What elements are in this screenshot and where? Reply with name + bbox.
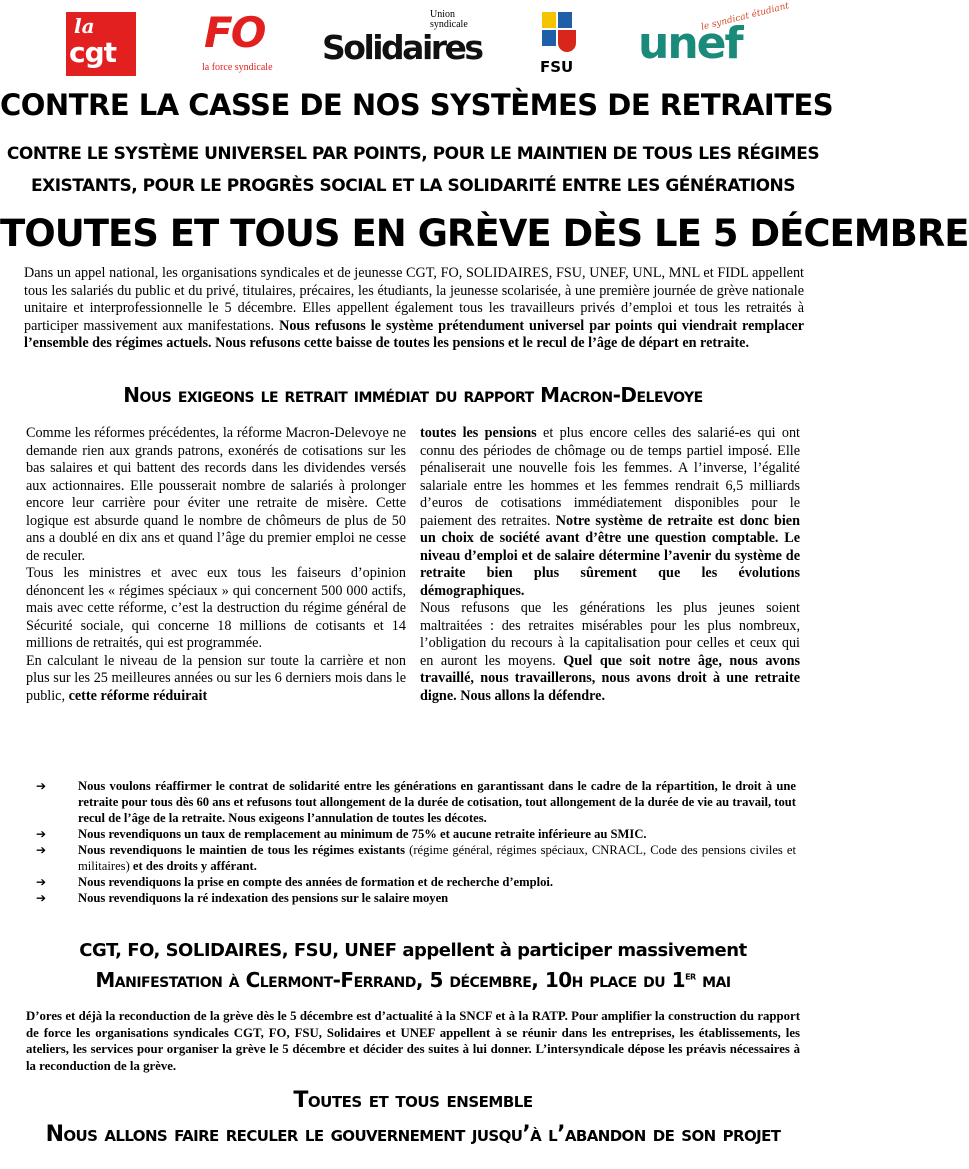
demand-5: Nous revendiquons la ré indexation des pensions sur le salaire moyen bbox=[78, 891, 449, 905]
demonstration-info bbox=[0, 968, 826, 992]
fsu-logo-red-block bbox=[558, 30, 576, 52]
fsu-logo-yellow-block bbox=[542, 12, 556, 28]
closing-line-1: Toutes et tous ensemble bbox=[293, 1088, 533, 1113]
intro-paragraph bbox=[24, 265, 804, 353]
unef-logo-name: unef bbox=[638, 18, 742, 69]
demonstration-sup: er bbox=[685, 969, 696, 983]
right-column bbox=[420, 425, 800, 705]
demands-list bbox=[36, 778, 796, 906]
unef-logo-tagline: le syndicat étudiant bbox=[700, 1, 791, 33]
demonstration-end: mai bbox=[702, 968, 731, 992]
intro-bold-text: Nous refusons le système prétendument universel par points qui viendrait remplacer l’ensemble des régimes actuels. Nous refusons cette baisse de toutes les pensions et le recul de l’âge de départ en retraite. bbox=[24, 317, 805, 351]
right-paragraph-2-bold: Quel que soit notre âge, nous avons travaillé, nous travaillerons, nous avons droit à une retraite digne. Nous allons la défendre. bbox=[420, 652, 801, 704]
fo-logo-tagline: la force syndicale bbox=[202, 62, 273, 73]
left-paragraph-3 bbox=[26, 653, 406, 706]
right-paragraph-1-bold-end: Notre système de retraite est donc bien un choix de société avant d’être une question comptable. Le niveau d’emploi et de salaire détermine l’avenir du système de retraite bien plus sûrement que les évolutions démographiques. bbox=[420, 512, 800, 599]
cgt-logo-la: la bbox=[74, 14, 95, 38]
demand-3-detail: (régime général, régimes spéciaux, CNRACL, Code des pensions civiles et militaires) bbox=[78, 843, 796, 873]
left-paragraph-3-bold: cette réforme réduirait bbox=[68, 687, 208, 704]
left-paragraph-2: Tous les ministres et avec eux tous les faiseurs d’opinion dénoncent les « régimes spéciaux » qui concernent 500 000 actifs, mais avec cette réforme, c’est la destruction du régime général de Sécurité sociale, qui concerne 18 millions de cotisants et 14 millions de retraités, qui est programmée. bbox=[26, 565, 406, 651]
demand-3-bold: Nous revendiquons le maintien de tous les régimes existants bbox=[78, 843, 406, 857]
fsu-logo-name: FSU bbox=[540, 58, 574, 76]
right-paragraph-2 bbox=[420, 600, 800, 705]
solidaires-logo-name: Solidaires bbox=[322, 28, 482, 67]
outro-paragraph: D’ores et déjà la reconduction de la grève dès le 5 décembre est d’actualité à la SNCF et à la RATP. Pour amplifier la construction du rapport de force les organisations syndicales CGT, FO, FSU, Solidaires et UNEF appellent à se réunir dans les entreprises, les établissements, les ateliers, les services pour organiser la grève le 5 décembre et décider des suites à lui donner. L’intersyndicale dépose les préavis nécessaires à la reconduction de la grève. bbox=[26, 1009, 800, 1073]
subtitle-line-2: EXISTANTS, POUR LE PROGRÈS SOCIAL ET LA SOLIDARITÉ ENTRE LES GÉNÉRATIONS bbox=[30, 176, 796, 196]
left-paragraph-3-text: En calculant le niveau de la pension sur toute la carrière et non plus sur les 25 meilleures années ou sur les 6 derniers mois dans le public, bbox=[26, 652, 406, 704]
left-paragraph-1: Comme les réformes précédentes, la réforme Macron-Delevoye ne demande rien aux grands patrons, exonérés de cotisations sur les bas salaires et qui battent des records dans les dividendes versés aux actionnaires. Elle pousserait nombre de salariés à prolonger encore leur carrière pour éviter une retraite de misère. Cette logique est absurde quand le nombre de chômeurs de plus de 50 ans a doublé en dix ans et quand l’âge du premier emploi ne cesse de reculer. bbox=[26, 425, 406, 564]
fo-logo-name: FO bbox=[204, 8, 265, 57]
list-item bbox=[36, 874, 796, 890]
intro-text: Dans un appel national, les organisations syndicales et de jeunesse CGT, FO, SOLIDAIRES, FSU, UNEF, UNL, MNL et FIDL appellent tous les salariés du public et du privé, titulaires, précaires, les étudiants, la jeunesse scolarisée, à une première journée de grève nationale unitaire et interprofessionnelle le 5 décembre. Elles appellent également tous les travailleurs privés d’emploi et tous les retraités à participer massivement aux manifestations. bbox=[24, 265, 804, 334]
arrow-icon: ➔ bbox=[36, 843, 47, 857]
main-title: CONTRE LA CASSE DE NOS SYSTÈMES DE RETRAITES bbox=[0, 88, 834, 122]
arrow-icon: ➔ bbox=[36, 779, 47, 793]
fo-logo bbox=[200, 8, 273, 78]
unef-logo bbox=[638, 1, 791, 76]
closing-line-2: Nous allons faire reculer le gouvernement jusqu’à l’abandon de son projet bbox=[45, 1122, 781, 1147]
demand-4: Nous revendiquons la prise en compte des années de formation et de recherche d’emploi. bbox=[78, 875, 554, 889]
fsu-logo-blue-block bbox=[558, 12, 572, 28]
subtitle-line-1: CONTRE LE SYSTÈME UNIVERSEL PAR POINTS, POUR LE MAINTIEN DE TOUS LES RÉGIMES bbox=[6, 144, 820, 164]
right-paragraph-2-text: Nous refusons que les générations les plus jeunes soient maltraitées : des retraites misérables pour les plus nombreux, l’obligation du recours à la capitalisation pour celles et ceux qui en auront les moyens. bbox=[420, 600, 800, 669]
right-paragraph-1-bold-start: toutes les pensions bbox=[420, 425, 537, 441]
left-column bbox=[26, 425, 406, 705]
demand-2: Nous revendiquons un taux de remplacement au minimum de 75% et aucune retraite inférieure au SMIC. bbox=[78, 827, 647, 841]
fsu-logo bbox=[538, 10, 586, 76]
solidaires-logo bbox=[322, 9, 482, 76]
cgt-logo-name: cgt bbox=[69, 36, 117, 69]
list-item bbox=[36, 890, 796, 906]
strike-title: TOUTES ET TOUS EN GRÈVE DÈS LE 5 DÉCEMBRE bbox=[0, 212, 969, 255]
list-item bbox=[36, 778, 796, 826]
demand-3-end: et des droits y afférant. bbox=[132, 859, 257, 873]
right-paragraph-1-text: et plus encore celles des salarié-es qui ont connu des périodes de chômage ou de temps partiel imposé. Elle pénaliserait une nouvelle fois les femmes. A l’inverse, l’égalité salariale entre les hommes et les femmes rendrait 6,5 milliards d’euros de cotisations immédiatement disponibles pour le paiement des retraites. bbox=[420, 425, 800, 529]
call-to-action: CGT, FO, SOLIDAIRES, FSU, UNEF appellent à participer massivement bbox=[79, 940, 747, 961]
arrow-icon: ➔ bbox=[36, 875, 47, 889]
arrow-icon: ➔ bbox=[36, 827, 47, 841]
demand-1: Nous voulons réaffirmer le contrat de solidarité entre les générations en garantissant dans le cadre de la répartition, le droit à une retraite pour tous dès 60 ans et refusons tout allongement de la durée de cotisation, tout allongement de la durée de vie au travail, tout recul de l’âge de la retraite. Nous exigeons l’annulation de toutes les décotes. bbox=[78, 779, 796, 825]
demonstration-text: Manifestation à Clermont-Ferrand, 5 décembre, 10h place du 1 bbox=[95, 968, 686, 992]
right-paragraph-1 bbox=[420, 425, 800, 600]
logo-bar bbox=[0, 1, 826, 80]
list-item bbox=[36, 842, 796, 874]
arrow-icon: ➔ bbox=[36, 891, 47, 905]
solidaires-logo-union: Union syndicale bbox=[430, 9, 468, 30]
cgt-logo bbox=[66, 12, 136, 76]
section-title: Nous exigeons le retrait immédiat du rapport Macron-Delevoye bbox=[123, 383, 703, 407]
list-item bbox=[36, 826, 796, 842]
fsu-logo-blue-block-2 bbox=[542, 30, 556, 46]
